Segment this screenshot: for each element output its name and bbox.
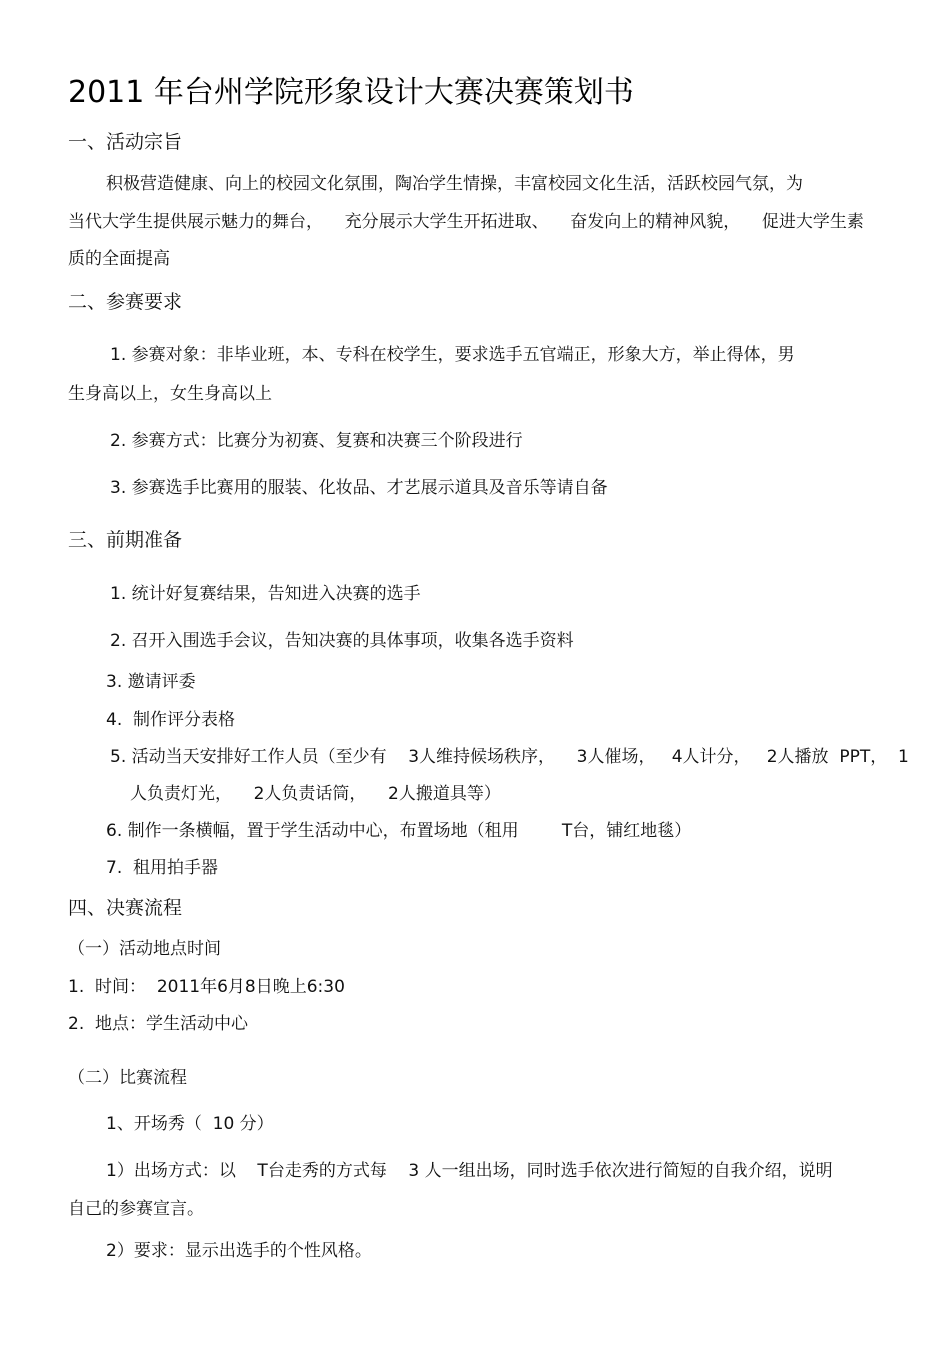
list-item-continuation: 人负责灯光， 2人负责话筒， 2人搬道具等） (130, 784, 501, 804)
list-item: 4. 制作评分表格 (106, 710, 236, 730)
process-detail: 1）出场方式：以 T台走秀的方式每 3 人一组出场，同时选手依次进行简短的自我介绍，说明 (106, 1161, 833, 1181)
process-detail-continuation: 自己的参赛宣言。 (68, 1199, 204, 1219)
paragraph-line: 当代大学生提供展示魅力的舞台， 充分展示大学生开拓进取、 奋发向上的精神风貌， 促进大学生素 (68, 212, 864, 232)
event-time: 1. 时间： 2011年6月8日晚上6:30 (68, 977, 345, 997)
section-heading-preparation: 三、前期准备 (68, 529, 183, 551)
list-item: 6. 制作一条横幅，置于学生活动中心，布置场地（租用 T台，铺红地毯） (106, 821, 692, 841)
subsection-heading: （二）比赛流程 (68, 1068, 187, 1088)
list-item: 7. 租用拍手器 (106, 858, 219, 878)
paragraph-line: 质的全面提高 (68, 249, 170, 269)
section-heading-purpose: 一、活动宗旨 (68, 131, 183, 153)
list-item: 1. 参赛对象：非毕业班，本、专科在校学生，要求选手五官端正，形象大方，举止得体，男 (110, 345, 795, 365)
process-detail: 2）要求：显示出选手的个性风格。 (106, 1241, 372, 1261)
list-item: 2. 召开入围选手会议，告知决赛的具体事项，收集各选手资料 (110, 631, 574, 651)
list-item: 3. 参赛选手比赛用的服装、化妆品、才艺展示道具及音乐等请自备 (110, 478, 608, 498)
event-place: 2. 地点：学生活动中心 (68, 1014, 249, 1034)
list-item: 2. 参赛方式：比赛分为初赛、复赛和决赛三个阶段进行 (110, 431, 523, 451)
list-item: 1. 统计好复赛结果，告知进入决赛的选手 (110, 584, 421, 604)
process-step: 1、开场秀（ 10 分） (106, 1114, 274, 1134)
list-item: 5. 活动当天安排好工作人员（至少有 3人维持候场秩序， 3人催场， 4人计分， 2人播放 PPT， 1 (110, 747, 909, 767)
paragraph-line: 积极营造健康、向上的校园文化氛围，陶冶学生情操，丰富校园文化生活，活跃校园气氛，为 (106, 174, 803, 194)
subsection-heading: （一）活动地点时间 (68, 939, 221, 959)
section-heading-final-process: 四、决赛流程 (68, 897, 183, 919)
document-title: 2011 年台州学院形象设计大赛决赛策划书 (68, 75, 634, 110)
list-item-continuation: 生身高以上，女生身高以上 (68, 384, 272, 404)
list-item: 3. 邀请评委 (106, 672, 196, 692)
section-heading-requirements: 二、参赛要求 (68, 291, 183, 313)
